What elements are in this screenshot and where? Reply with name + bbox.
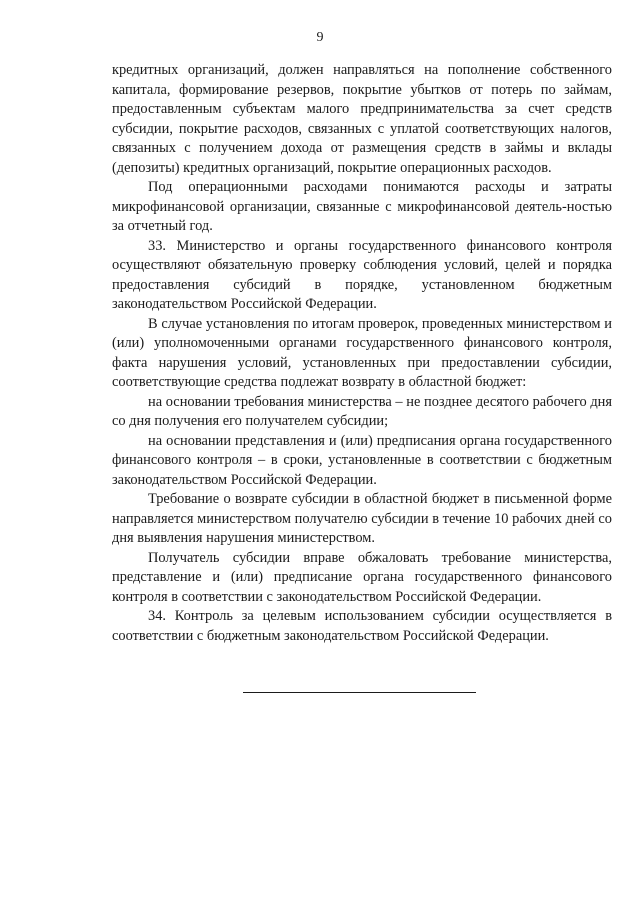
paragraph-clause-34: 34. Контроль за целевым использованием субсидии осуществляется в соответствии с бюджетным законодательством Российской Федерации. xyxy=(112,608,612,644)
paragraph-appeal-right: Получатель субсидии вправе обжаловать требование министерства, представление и (или) предписание органа государственного финансового контроля в соответствии с законодательством Российской Федерации. xyxy=(112,549,612,605)
paragraph-ministry-requirement: на основании требования министерства – не позднее десятого рабочего дня со дня получения его получателем субсидии; xyxy=(112,393,612,429)
document-body xyxy=(112,61,612,646)
page-number: 9 xyxy=(316,30,324,45)
paragraph-clause-33: 33. Министерство и органы государственного финансового контроля осуществляют обязательную проверку соблюдения условий, целей и порядка предоставления субсидий в порядке, установленном бюджетным законодательством Российской Федерации. xyxy=(112,237,612,312)
paragraph-violation-case: В случае установления по итогам проверок, проведенных министерством и (или) уполномоченными органами государственного финансового контроля, факта нарушения условий, установленных при предоставлении субсидии, соответствующие средства подлежат возврату в областной бюджет: xyxy=(112,315,612,390)
paragraph-return-requirement: Требование о возврате субсидии в областной бюджет в письменной форме направляется министерством получателю субсидии в течение 10 рабочих дней со дня выявления нарушения министерством. xyxy=(112,491,612,546)
end-of-document-rule xyxy=(243,692,476,693)
paragraph-control-body-order: на основании представления и (или) предписания органа государственного финансового контроля – в сроки, установленные в соответствии с бюджетным законодательством Российской Федерации. xyxy=(112,432,612,488)
paragraph-operating-expenses: Под операционными расходами понимаются расходы и затраты микрофинансовой организации, связанные с микрофинансовой деятель-ностью за отчетный год. xyxy=(112,179,612,234)
paragraph-continuation: кредитных организаций, должен направляться на пополнение собственного капитала, формирование резервов, покрытие убытков от потерь по займам, предоставленным субъектам малого предпринимательства за счет средств субсидии, покрытие расходов, связанных с уплатой соответствующих налогов, связанных с получением дохода от размещения средств в займы и вклады (депозиты) кредитных организаций, покрытие операционных расходов. xyxy=(112,62,612,176)
